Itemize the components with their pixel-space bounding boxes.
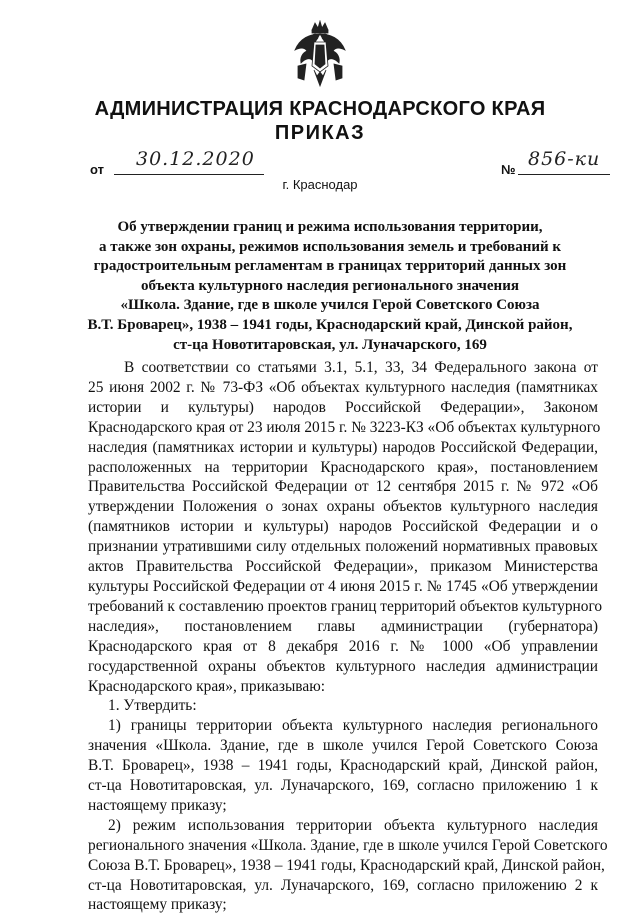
body-line: Краснодарского края от 8 декабря 2016 г. № 1000 «Об управлении	[88, 637, 598, 655]
title-line: «Школа. Здание, где в школе учился Герой Советского Союза	[120, 297, 540, 314]
body-line: требований к составлению проектов границ территорий объектов культурного	[88, 597, 603, 615]
body-line: ст-ца Новотитаровская, ул. Луначарского, 169, согласно приложению 2 к	[88, 876, 598, 894]
date-underline	[114, 174, 264, 175]
body-line: ст-ца Новотитаровская, ул. Луначарского, 169, согласно приложению 1 к	[88, 777, 598, 795]
organization-name: АДМИНИСТРАЦИЯ КРАСНОДАРСКОГО КРАЯ	[94, 98, 546, 120]
number-prefix: №	[501, 162, 516, 177]
document-type: ПРИКАЗ	[274, 122, 366, 144]
body-line: культуры Российской Федерации от 4 июня 2015 г. № 1745 «Об утверждении	[88, 577, 598, 595]
title-line: градостроительным регламентам в границах территорий данных зон	[93, 258, 567, 275]
city-label: г. Краснодар	[282, 177, 358, 192]
number-underline	[518, 174, 610, 175]
handwritten-number: 856-ки	[528, 148, 601, 170]
body-line: Краснодарского края от 23 июля 2015 г. № 3223-КЗ «Об объектах культурного	[88, 418, 601, 436]
body-line: настоящему приказу;	[88, 796, 227, 814]
body-line: 2) режим использования территории объекта культурного наследия	[108, 816, 598, 834]
date-number-row	[90, 150, 610, 180]
body-line: утверждении Положения о зонах охраны объектов культурного наследия	[88, 498, 598, 516]
body-line: 1. Утвердить:	[108, 697, 197, 715]
body-line: В.Т. Броварец», 1938 – 1941 годы, Краснодарский край, Динской район,	[88, 757, 598, 775]
title-line: Об утверждении границ и режима использования территории,	[117, 219, 543, 235]
title-line: объекта культурного наследия регионального значения	[141, 277, 519, 294]
body-line: Краснодарского края», приказываю:	[88, 677, 325, 695]
body-line: 1) границы территории объекта культурного наследия регионального	[108, 717, 598, 735]
document-title	[80, 218, 580, 355]
body-line: истории и культуры) народов Российской Федерации», Законом	[88, 398, 598, 416]
body-line: регионального значения «Школа. Здание, где в школе учился Герой Советского	[88, 836, 608, 854]
body-line: значения «Школа. Здание, где в школе учился Герой Советского Союза	[88, 737, 598, 755]
body-line: 25 июня 2002 г. № 73-ФЗ «Об объектах культурного наследия (памятниках	[88, 378, 598, 396]
handwritten-date: 30.12.2020	[136, 148, 255, 170]
title-line: В.Т. Броварец», 1938 – 1941 годы, Краснодарский край, Динской район,	[87, 316, 573, 333]
body-line: настоящему приказу;	[88, 896, 227, 914]
date-prefix: от	[90, 162, 104, 177]
body-line: Правительства Российской Федерации от 12 сентября 2015 г. № 972 «Об	[88, 478, 598, 496]
body-line: (памятников истории и культуры) народов Российской Федерации и о	[88, 518, 598, 536]
body-line: признании утратившими силу отдельных положений нормативных правовых	[88, 538, 598, 556]
body-line: государственной охраны объектов культурного наследия администрации	[88, 657, 598, 675]
title-line: а также зон охраны, режимов использования земель и требований к	[98, 238, 562, 255]
body-line: В соответствии со статьями 3.1, 5.1, 33, 34 Федерального закона от	[124, 359, 598, 376]
body-line: актов Правительства Российской Федерации», приказом Министерства	[88, 558, 598, 576]
body-line: наследия (памятниках истории и культуры) народов Российской Федерации,	[88, 438, 598, 456]
body-line: Союза В.Т. Броварец», 1938 – 1941 годы, Краснодарский край, Динской район,	[88, 856, 605, 874]
body-line: расположенных на территории Краснодарского края», постановлением	[88, 458, 598, 476]
coat-of-arms-icon	[292, 20, 348, 90]
document-body	[88, 358, 608, 915]
title-line: ст-ца Новотитаровская, ул. Луначарского, 169	[173, 336, 487, 353]
body-line: наследия», постановлением главы администрации (губернатора)	[88, 617, 598, 635]
